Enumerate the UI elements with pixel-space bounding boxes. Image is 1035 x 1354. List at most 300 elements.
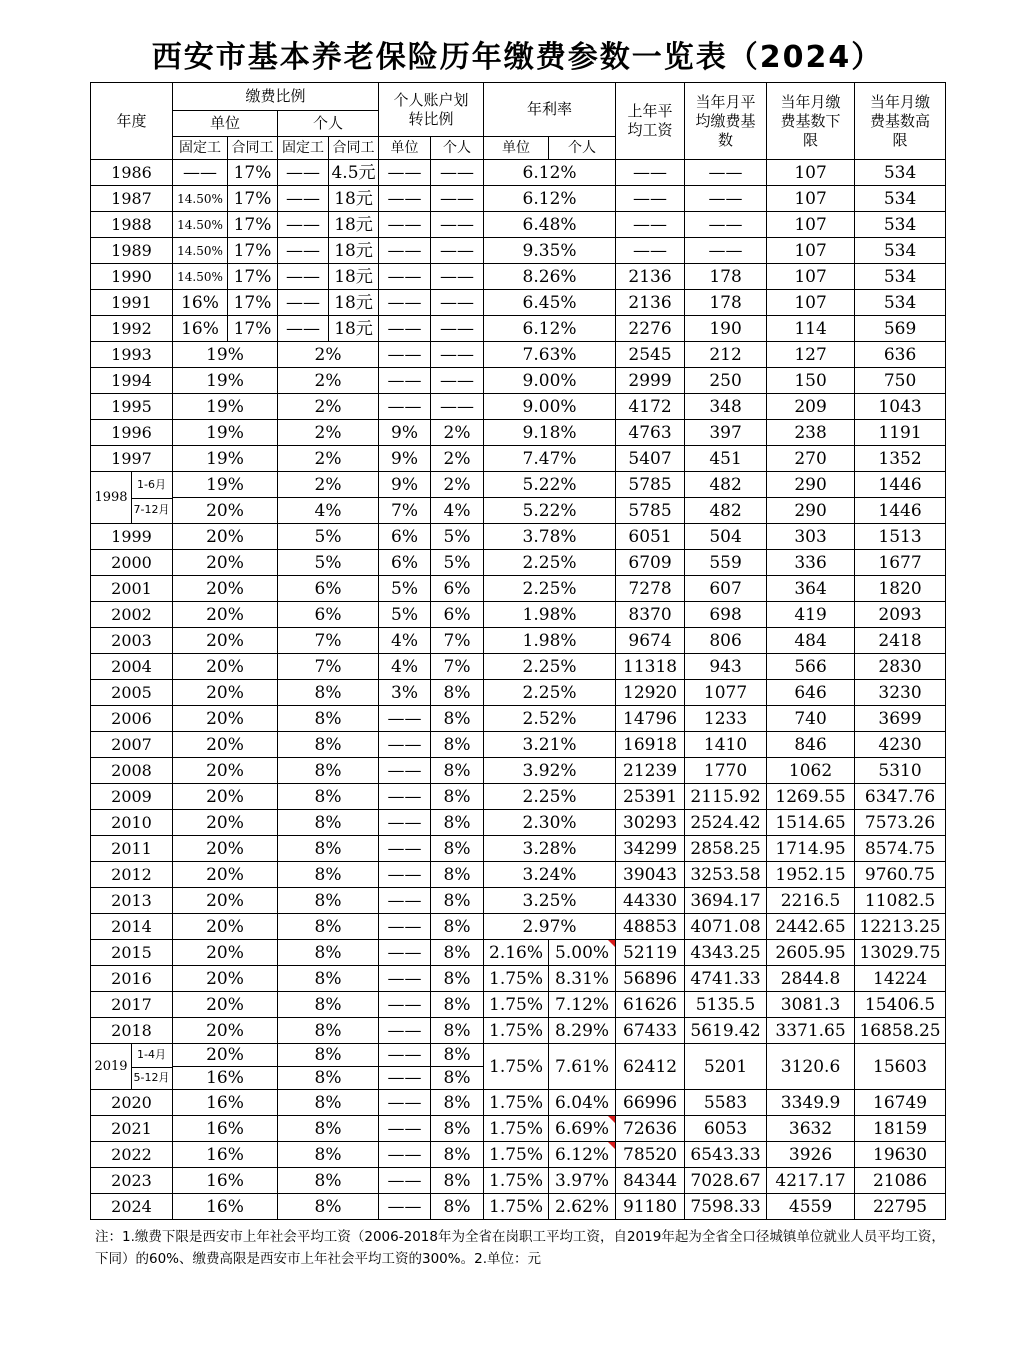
year-cell: 2011 [91, 836, 173, 862]
lower-limit-cell: 107 [767, 160, 855, 186]
transfer-unit-cell: 4% [379, 654, 431, 680]
avg-wage-cell: 66996 [616, 1090, 685, 1116]
unit-ratio-cell: 19% [173, 420, 278, 446]
rate-cell: 7.47% [484, 446, 616, 472]
transfer-personal-cell: 5% [431, 524, 484, 550]
lower-limit-cell: 419 [767, 602, 855, 628]
year-cell-split [91, 1044, 173, 1090]
transfer-unit-cell: —— [379, 290, 431, 316]
avg-wage-cell: 2545 [616, 342, 685, 368]
year-cell: 2000 [91, 550, 173, 576]
upper-limit-cell: 534 [855, 264, 946, 290]
table-row [91, 186, 946, 212]
period-label: 1-6月 [131, 472, 172, 499]
lower-limit-cell: 107 [767, 238, 855, 264]
avg-wage-cell: —— [616, 212, 685, 238]
year-cell: 1988 [91, 212, 173, 238]
table-row [91, 316, 946, 342]
rate-cell: 5.22% [484, 472, 616, 498]
transfer-unit-cell: —— [379, 1116, 431, 1142]
lower-limit-cell: 270 [767, 446, 855, 472]
header-unit: 单位 [173, 111, 278, 137]
monthly-base-cell: 2858.25 [685, 836, 767, 862]
header-transfer-unit: 单位 [379, 137, 431, 160]
rate-cell: 2.25% [484, 784, 616, 810]
lower-limit-cell: 107 [767, 186, 855, 212]
lower-limit-cell: 1514.65 [767, 810, 855, 836]
avg-wage-cell: 12920 [616, 680, 685, 706]
personal-ratio-cell: 2% [278, 394, 379, 420]
avg-wage-cell: 44330 [616, 888, 685, 914]
lower-limit-cell: 740 [767, 706, 855, 732]
monthly-base-cell: 698 [685, 602, 767, 628]
monthly-base-cell: 7598.33 [685, 1194, 767, 1220]
unit-ratio-cell: 19% [173, 368, 278, 394]
lower-limit-cell: 336 [767, 550, 855, 576]
monthly-base-cell: 348 [685, 394, 767, 420]
table-row [91, 472, 946, 498]
transfer-unit-cell: 6% [379, 524, 431, 550]
rate-unit-cell: 1.75% [484, 1142, 549, 1168]
personal-ratio-cell: 8% [278, 1067, 379, 1090]
upper-limit-cell: 6347.76 [855, 784, 946, 810]
rate-cell: 9.35% [484, 238, 616, 264]
year-cell: 2007 [91, 732, 173, 758]
personal-ratio-cell: 8% [278, 992, 379, 1018]
rate-unit-cell: 1.75% [484, 992, 549, 1018]
transfer-personal-cell: 8% [431, 680, 484, 706]
transfer-unit-cell: —— [379, 316, 431, 342]
unit-ratio-cell: 20% [173, 602, 278, 628]
transfer-personal-cell: —— [431, 394, 484, 420]
unit-ratio-cell: 20% [173, 940, 278, 966]
transfer-personal-cell: —— [431, 160, 484, 186]
upper-limit-cell: 4230 [855, 732, 946, 758]
personal-ratio-cell: 2% [278, 472, 379, 498]
personal-fixed-cell: —— [278, 186, 329, 212]
transfer-unit-cell: —— [379, 1044, 431, 1067]
table-row [91, 1116, 946, 1142]
avg-wage-cell: 91180 [616, 1194, 685, 1220]
transfer-unit-cell: 3% [379, 680, 431, 706]
rate-cell: 2.30% [484, 810, 616, 836]
monthly-base-cell: 2115.92 [685, 784, 767, 810]
unit-ratio-cell: 16% [173, 1194, 278, 1220]
avg-wage-cell: 2136 [616, 264, 685, 290]
year-cell: 2012 [91, 862, 173, 888]
year-cell: 1989 [91, 238, 173, 264]
avg-wage-cell: 48853 [616, 914, 685, 940]
table-row [91, 420, 946, 446]
table-row [91, 498, 946, 524]
avg-wage-cell: 2136 [616, 290, 685, 316]
transfer-personal-cell: 8% [431, 1116, 484, 1142]
rate-personal-cell: 8.31% [549, 966, 616, 992]
unit-ratio-cell: 19% [173, 342, 278, 368]
rate-cell: 6.12% [484, 316, 616, 342]
transfer-unit-cell: —— [379, 1018, 431, 1044]
rate-cell: 2.25% [484, 654, 616, 680]
header-unit-contract: 合同工 [228, 137, 278, 160]
personal-fixed-cell: —— [278, 160, 329, 186]
upper-limit-cell: 15406.5 [855, 992, 946, 1018]
unit-ratio-cell: 16% [173, 1090, 278, 1116]
upper-limit-cell: 14224 [855, 966, 946, 992]
lower-limit-cell: 2442.65 [767, 914, 855, 940]
personal-ratio-cell: 8% [278, 706, 379, 732]
monthly-base-cell: 482 [685, 498, 767, 524]
personal-fixed-cell: —— [278, 290, 329, 316]
rate-cell: 2.25% [484, 550, 616, 576]
transfer-personal-cell: 7% [431, 628, 484, 654]
upper-limit-cell: 1513 [855, 524, 946, 550]
lower-limit-cell: 290 [767, 472, 855, 498]
lower-limit-cell: 2844.8 [767, 966, 855, 992]
header-personal: 个人 [278, 111, 379, 137]
personal-fixed-cell: —— [278, 238, 329, 264]
rate-cell: 9.00% [484, 394, 616, 420]
unit-ratio-cell: 19% [173, 394, 278, 420]
table-row [91, 550, 946, 576]
lower-limit-cell: 107 [767, 212, 855, 238]
personal-ratio-cell: 8% [278, 966, 379, 992]
transfer-unit-cell: —— [379, 888, 431, 914]
transfer-personal-cell: 8% [431, 758, 484, 784]
year-cell: 1991 [91, 290, 173, 316]
upper-limit-cell: 7573.26 [855, 810, 946, 836]
lower-limit-cell: 566 [767, 654, 855, 680]
monthly-base-cell: 451 [685, 446, 767, 472]
unit-ratio-cell: 20% [173, 784, 278, 810]
monthly-base-cell: 1077 [685, 680, 767, 706]
avg-wage-cell: 16918 [616, 732, 685, 758]
transfer-personal-cell: 8% [431, 888, 484, 914]
transfer-personal-cell: 8% [431, 1142, 484, 1168]
monthly-base-cell: 504 [685, 524, 767, 550]
lower-limit-cell: 3081.3 [767, 992, 855, 1018]
header-rate: 年利率 [484, 83, 616, 137]
rate-personal-cell: 7.61% [549, 1044, 616, 1090]
transfer-unit-cell: —— [379, 758, 431, 784]
footnote: 注：1.缴费下限是西安市上年社会平均工资（2006-2018年为全省在岗职工平均工资，自2019年起为全省全口径城镇单位就业人员平均工资，下同）的60%、缴费高限是西安市上年社会平均工资的300%。2.单位：元 [95, 1229, 945, 1267]
transfer-unit-cell: —— [379, 732, 431, 758]
upper-limit-cell: 534 [855, 290, 946, 316]
upper-limit-cell: 16858.25 [855, 1018, 946, 1044]
monthly-base-cell: 5201 [685, 1044, 767, 1090]
monthly-base-cell: 806 [685, 628, 767, 654]
personal-ratio-cell: 8% [278, 1194, 379, 1220]
transfer-unit-cell: —— [379, 784, 431, 810]
avg-wage-cell: —— [616, 186, 685, 212]
unit-fixed-cell: 14.50% [173, 212, 228, 238]
monthly-base-cell: 6053 [685, 1116, 767, 1142]
avg-wage-cell: 6709 [616, 550, 685, 576]
table-row [91, 784, 946, 810]
upper-limit-cell: 13029.75 [855, 940, 946, 966]
header-rate-unit: 单位 [484, 137, 549, 160]
lower-limit-cell: 209 [767, 394, 855, 420]
personal-ratio-cell: 2% [278, 446, 379, 472]
personal-ratio-cell: 8% [278, 914, 379, 940]
header-monthly-base: 当年月平均缴费基数 [685, 83, 767, 160]
unit-ratio-cell: 20% [173, 888, 278, 914]
year-cell: 1997 [91, 446, 173, 472]
personal-ratio-cell: 8% [278, 758, 379, 784]
transfer-unit-cell: 4% [379, 628, 431, 654]
rate-unit-cell: 1.75% [484, 966, 549, 992]
monthly-base-cell: —— [685, 238, 767, 264]
table-row [91, 628, 946, 654]
rate-cell: 9.18% [484, 420, 616, 446]
transfer-unit-cell: —— [379, 264, 431, 290]
avg-wage-cell: 56896 [616, 966, 685, 992]
rate-cell: 1.98% [484, 628, 616, 654]
unit-fixed-cell: 16% [173, 290, 228, 316]
rate-unit-cell: 1.75% [484, 1018, 549, 1044]
header-avg-wage: 上年平均工资 [616, 83, 685, 160]
transfer-personal-cell: 2% [431, 420, 484, 446]
transfer-unit-cell: —— [379, 966, 431, 992]
rate-personal-cell: 6.69% [549, 1116, 616, 1142]
transfer-personal-cell: 8% [431, 1168, 484, 1194]
upper-limit-cell: 18159 [855, 1116, 946, 1142]
unit-ratio-cell: 20% [173, 576, 278, 602]
lower-limit-cell: 238 [767, 420, 855, 446]
year-cell: 2017 [91, 992, 173, 1018]
unit-fixed-cell: 16% [173, 316, 228, 342]
avg-wage-cell: 4172 [616, 394, 685, 420]
unit-ratio-cell: 20% [173, 1018, 278, 1044]
upper-limit-cell: 2093 [855, 602, 946, 628]
table-row [91, 1090, 946, 1116]
upper-limit-cell: 1352 [855, 446, 946, 472]
unit-ratio-cell: 20% [173, 498, 278, 524]
personal-ratio-cell: 8% [278, 784, 379, 810]
avg-wage-cell: 4763 [616, 420, 685, 446]
header-unit-fixed: 固定工 [173, 137, 228, 160]
period-label: 5-12月 [133, 1070, 170, 1084]
unit-ratio-cell: 16% [173, 1067, 278, 1090]
monthly-base-cell: —— [685, 212, 767, 238]
personal-ratio-cell: 8% [278, 862, 379, 888]
period-label: 7-12月 [133, 503, 170, 517]
personal-ratio-cell: 7% [278, 654, 379, 680]
avg-wage-cell: 8370 [616, 602, 685, 628]
monthly-base-cell: —— [685, 186, 767, 212]
year-cell: 2004 [91, 654, 173, 680]
transfer-personal-cell: 2% [431, 472, 484, 498]
year-cell: 2008 [91, 758, 173, 784]
personal-ratio-cell: 8% [278, 1044, 379, 1067]
year-label: 1998 [91, 472, 132, 523]
personal-contract-cell: 18元 [329, 264, 379, 290]
upper-limit-cell: 2418 [855, 628, 946, 654]
table-row [91, 576, 946, 602]
unit-contract-cell: 17% [228, 264, 278, 290]
year-cell: 2005 [91, 680, 173, 706]
unit-contract-cell: 17% [228, 238, 278, 264]
table-row [91, 680, 946, 706]
lower-limit-cell: 3371.65 [767, 1018, 855, 1044]
transfer-unit-cell: —— [379, 1090, 431, 1116]
unit-fixed-cell: 14.50% [173, 238, 228, 264]
rate-cell: 9.00% [484, 368, 616, 394]
avg-wage-cell: 34299 [616, 836, 685, 862]
personal-ratio-cell: 5% [278, 550, 379, 576]
transfer-unit-cell: —— [379, 1067, 431, 1090]
rate-unit-cell: 1.75% [484, 1168, 549, 1194]
year-cell: 2020 [91, 1090, 173, 1116]
rate-cell: 3.92% [484, 758, 616, 784]
upper-limit-cell: 534 [855, 160, 946, 186]
personal-ratio-cell: 6% [278, 602, 379, 628]
monthly-base-cell: —— [685, 160, 767, 186]
year-cell: 2010 [91, 810, 173, 836]
unit-contract-cell: 17% [228, 316, 278, 342]
table-row [91, 654, 946, 680]
unit-ratio-cell: 19% [173, 446, 278, 472]
transfer-unit-cell: —— [379, 212, 431, 238]
avg-wage-cell: 5785 [616, 472, 685, 498]
transfer-unit-cell: 9% [379, 446, 431, 472]
personal-ratio-cell: 8% [278, 1142, 379, 1168]
upper-limit-cell: 534 [855, 186, 946, 212]
rate-unit-cell: 1.75% [484, 1090, 549, 1116]
transfer-unit-cell: —— [379, 1142, 431, 1168]
table-row [91, 1168, 946, 1194]
avg-wage-cell: 78520 [616, 1142, 685, 1168]
unit-ratio-cell: 20% [173, 914, 278, 940]
unit-fixed-cell: 14.50% [173, 186, 228, 212]
transfer-unit-cell: 6% [379, 550, 431, 576]
transfer-unit-cell: —— [379, 810, 431, 836]
personal-ratio-cell: 5% [278, 524, 379, 550]
rate-cell: 6.45% [484, 290, 616, 316]
personal-fixed-cell: —— [278, 316, 329, 342]
avg-wage-cell: 14796 [616, 706, 685, 732]
avg-wage-cell: 30293 [616, 810, 685, 836]
monthly-base-cell: 178 [685, 264, 767, 290]
year-cell: 2013 [91, 888, 173, 914]
year-cell: 1987 [91, 186, 173, 212]
monthly-base-cell: 3253.58 [685, 862, 767, 888]
personal-contract-cell: 18元 [329, 290, 379, 316]
personal-ratio-cell: 8% [278, 680, 379, 706]
transfer-unit-cell: —— [379, 238, 431, 264]
unit-ratio-cell: 20% [173, 810, 278, 836]
upper-limit-cell: 1446 [855, 498, 946, 524]
table-row [91, 862, 946, 888]
year-cell: 2022 [91, 1142, 173, 1168]
table-row [91, 1018, 946, 1044]
transfer-personal-cell: 8% [431, 914, 484, 940]
avg-wage-cell: 39043 [616, 862, 685, 888]
upper-limit-cell: 5310 [855, 758, 946, 784]
transfer-unit-cell: —— [379, 1168, 431, 1194]
header-personal-contract: 合同工 [329, 137, 379, 160]
transfer-unit-cell: —— [379, 706, 431, 732]
personal-ratio-cell: 2% [278, 368, 379, 394]
upper-limit-cell: 8574.75 [855, 836, 946, 862]
table-row [91, 160, 946, 186]
rate-personal-cell: 7.12% [549, 992, 616, 1018]
table-row [91, 758, 946, 784]
unit-ratio-cell: 20% [173, 758, 278, 784]
lower-limit-cell: 127 [767, 342, 855, 368]
monthly-base-cell: 1233 [685, 706, 767, 732]
monthly-base-cell: 1410 [685, 732, 767, 758]
rate-personal-cell: 8.29% [549, 1018, 616, 1044]
year-cell: 2024 [91, 1194, 173, 1220]
year-cell: 2021 [91, 1116, 173, 1142]
year-cell: 2001 [91, 576, 173, 602]
upper-limit-cell: 3230 [855, 680, 946, 706]
unit-ratio-cell: 20% [173, 654, 278, 680]
unit-contract-cell: 17% [228, 160, 278, 186]
table-row [91, 394, 946, 420]
personal-contract-cell: 18元 [329, 186, 379, 212]
header-upper-limit: 当年月缴费基数高限 [855, 83, 946, 160]
transfer-unit-cell: 9% [379, 472, 431, 498]
transfer-unit-cell: 7% [379, 498, 431, 524]
personal-ratio-cell: 8% [278, 836, 379, 862]
monthly-base-cell: 7028.67 [685, 1168, 767, 1194]
avg-wage-cell: 52119 [616, 940, 685, 966]
rate-cell: 5.22% [484, 498, 616, 524]
avg-wage-cell: 61626 [616, 992, 685, 1018]
lower-limit-cell: 364 [767, 576, 855, 602]
personal-contract-cell: 18元 [329, 238, 379, 264]
transfer-unit-cell: —— [379, 862, 431, 888]
unit-fixed-cell: 14.50% [173, 264, 228, 290]
avg-wage-cell: 25391 [616, 784, 685, 810]
monthly-base-cell: 250 [685, 368, 767, 394]
header-personal-fixed: 固定工 [278, 137, 329, 160]
lower-limit-cell: 303 [767, 524, 855, 550]
table-row [91, 342, 946, 368]
table-row [91, 1142, 946, 1168]
year-cell: 2015 [91, 940, 173, 966]
transfer-personal-cell: —— [431, 290, 484, 316]
rate-cell: 8.26% [484, 264, 616, 290]
rate-personal-cell: 3.97% [549, 1168, 616, 1194]
unit-ratio-cell: 16% [173, 1142, 278, 1168]
lower-limit-cell: 3632 [767, 1116, 855, 1142]
year-cell: 2016 [91, 966, 173, 992]
table-row [91, 888, 946, 914]
transfer-personal-cell: 8% [431, 1194, 484, 1220]
transfer-personal-cell: 8% [431, 1067, 484, 1090]
monthly-base-cell: 5583 [685, 1090, 767, 1116]
avg-wage-cell: 5785 [616, 498, 685, 524]
unit-ratio-cell: 20% [173, 732, 278, 758]
upper-limit-cell: 1191 [855, 420, 946, 446]
unit-ratio-cell: 20% [173, 628, 278, 654]
upper-limit-cell: 2830 [855, 654, 946, 680]
transfer-personal-cell: 8% [431, 1090, 484, 1116]
lower-limit-cell: 1714.95 [767, 836, 855, 862]
table-row [91, 446, 946, 472]
lower-limit-cell: 3349.9 [767, 1090, 855, 1116]
monthly-base-cell: 3694.17 [685, 888, 767, 914]
transfer-personal-cell: —— [431, 342, 484, 368]
unit-ratio-cell: 20% [173, 966, 278, 992]
rate-cell: 2.97% [484, 914, 616, 940]
year-cell: 2002 [91, 602, 173, 628]
personal-ratio-cell: 2% [278, 420, 379, 446]
transfer-unit-cell: —— [379, 394, 431, 420]
lower-limit-cell: 484 [767, 628, 855, 654]
